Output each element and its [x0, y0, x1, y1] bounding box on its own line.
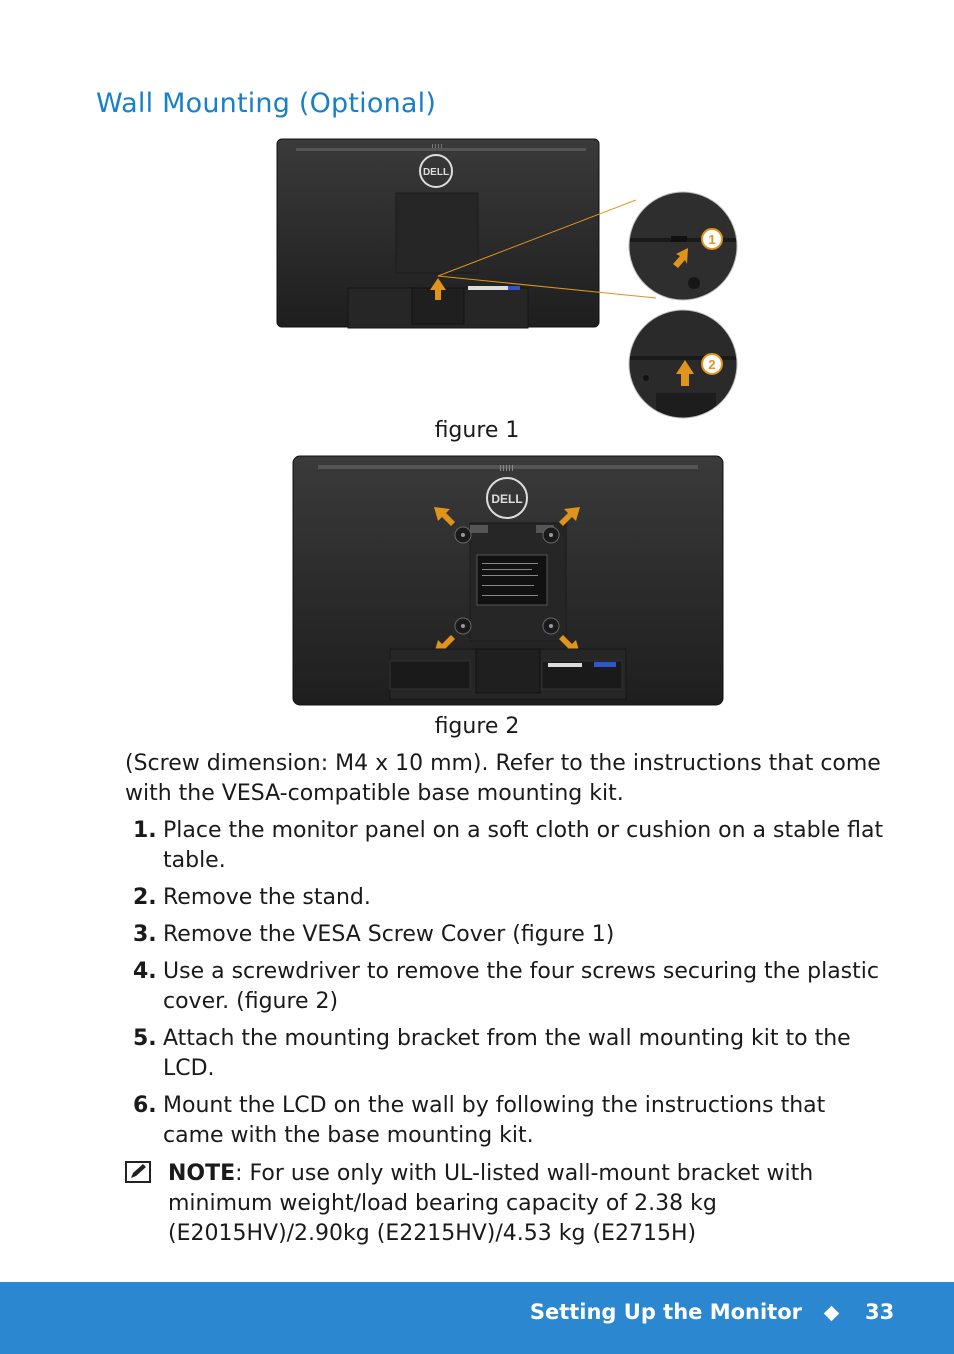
figure-2 [292, 455, 724, 707]
pencil-note-icon [125, 1161, 151, 1183]
figure-1-caption: figure 1 [434, 418, 520, 443]
note-text: : For use only with UL-listed wall-mount bracket with minimum weight/load bearing capacity of 2.38 kg (E2015HV)/2.90kg (E2215HV)/4.53 kg (E2715H) [168, 1161, 814, 1246]
product-label [477, 555, 547, 605]
list-item: 4. Use a screwdriver to remove the four screws securing the plastic cover. (figure 2) [133, 959, 879, 1014]
footer-section: Setting Up the Monitor [529, 1300, 802, 1324]
figure-1 [276, 138, 742, 420]
callout-2: 2 [708, 357, 716, 372]
intro-paragraph: (Screw dimension: M4 x 10 mm). Refer to the instructions that come with the VESA-compatible base mounting kit. [125, 751, 881, 806]
list-item: 6. Mount the LCD on the wall by following the instructions that came with the base mounting kit. [133, 1093, 826, 1148]
list-item: 3. Remove the VESA Screw Cover (figure 1) [133, 922, 615, 947]
page-number: 33 [865, 1300, 895, 1324]
diamond-icon [824, 1306, 840, 1322]
zoom-detail-1 [626, 188, 742, 308]
footer-bar [0, 1282, 954, 1354]
zoom-detail-2 [626, 308, 742, 420]
steps-list [125, 816, 885, 1158]
page-title: Wall Mounting (Optional) [96, 88, 437, 119]
list-item: 1. Place the monitor panel on a soft cloth or cushion on a stable flat table. [133, 818, 884, 873]
note-label: NOTE [168, 1161, 236, 1186]
list-item: 5. Attach the mounting bracket from the wall mounting kit to the LCD. [133, 1026, 851, 1081]
svg-text:DELL: DELL [491, 492, 523, 506]
figure-2-caption: figure 2 [434, 714, 520, 739]
callout-1: 1 [708, 232, 716, 247]
svg-text:DELL: DELL [422, 167, 450, 178]
list-item: 2. Remove the stand. [133, 885, 371, 910]
